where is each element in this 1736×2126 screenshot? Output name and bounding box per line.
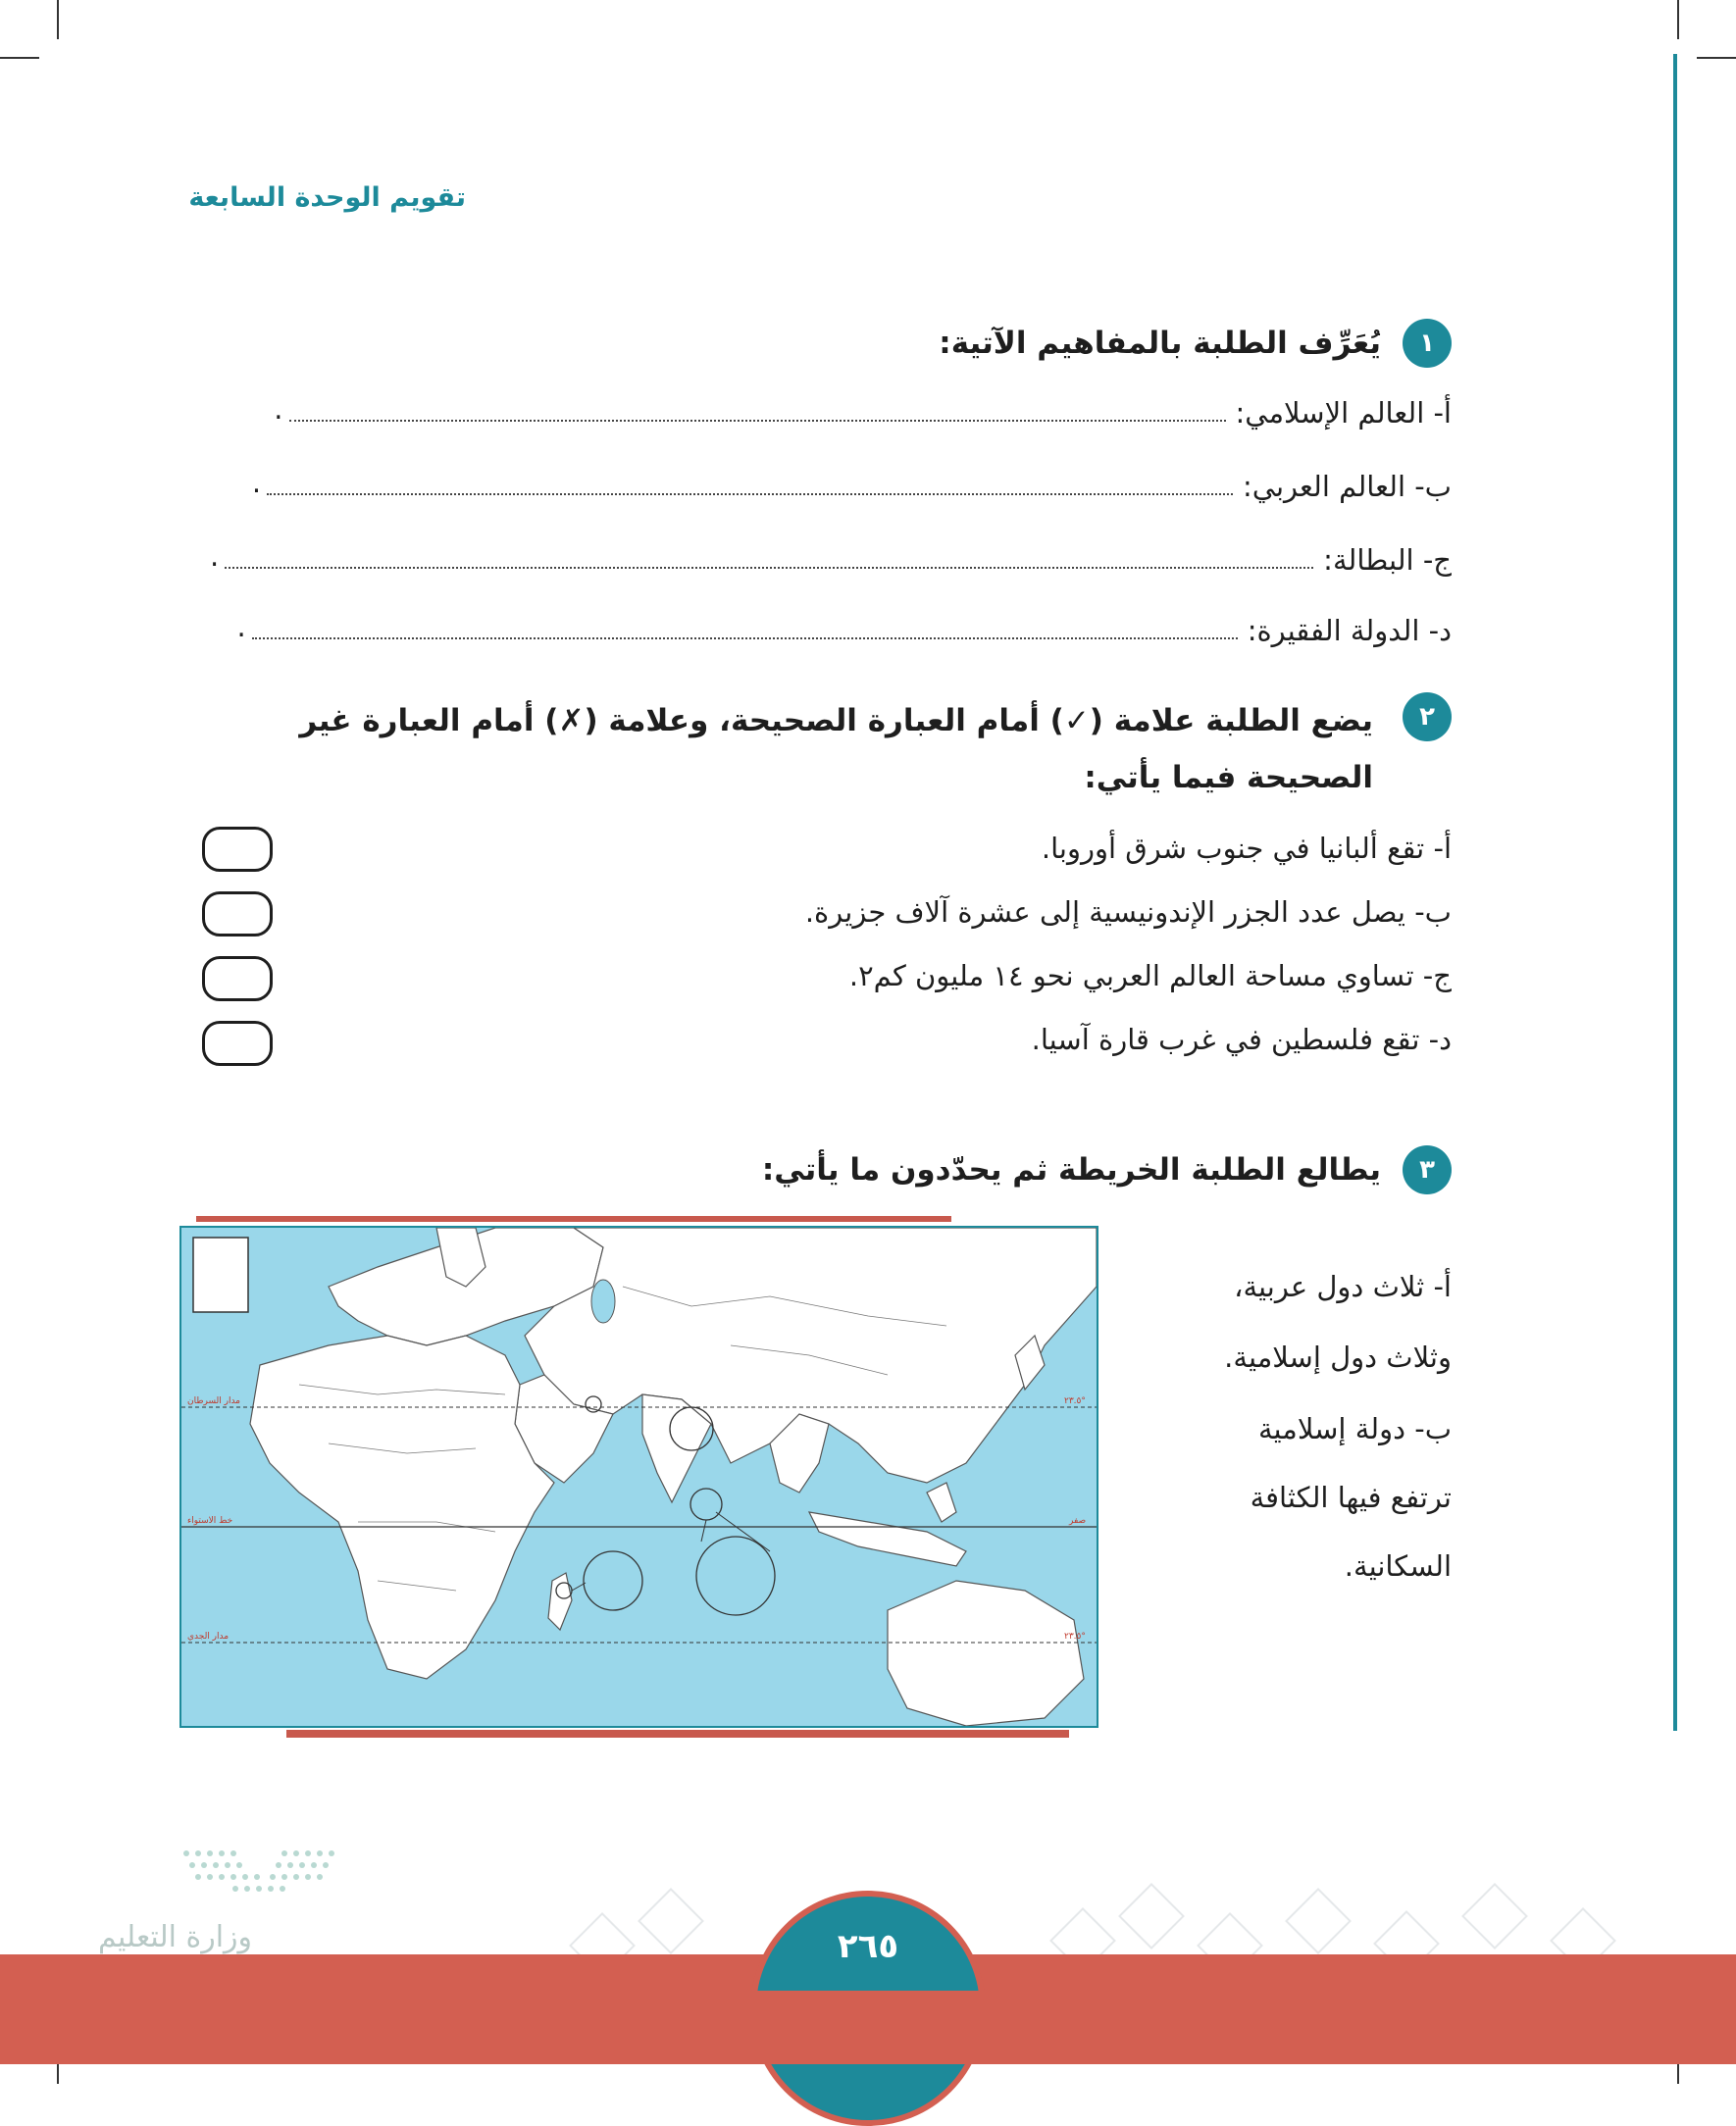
answer-blank[interactable] xyxy=(289,398,1226,422)
crop-mark xyxy=(1677,0,1679,39)
definition-line xyxy=(252,466,1452,503)
definition-line xyxy=(274,392,1452,430)
statement: ب- يصل عدد الجزر الإندونيسية إلى عشرة آلاف جزيرة. xyxy=(804,895,1452,929)
map-question-line: ب- دولة إسلامية xyxy=(1258,1412,1452,1445)
crop-mark xyxy=(0,57,39,59)
ornament xyxy=(1461,1883,1528,1949)
side-accent-bar xyxy=(1673,54,1677,1731)
question-number-badge: ٣ xyxy=(1403,1145,1452,1194)
ornament xyxy=(638,1888,704,1954)
question-number-badge: ٢ xyxy=(1403,692,1452,741)
definition-line xyxy=(237,610,1453,647)
footer-band-overlay xyxy=(0,1991,1736,2064)
map-bottom-accent xyxy=(286,1730,1069,1738)
map-svg xyxy=(181,1228,1097,1726)
map-question-line: وثلاث دول إسلامية. xyxy=(1224,1341,1452,1374)
ministry-name-arabic: وزارة التعليم xyxy=(98,1920,253,1954)
ornament xyxy=(1285,1888,1352,1954)
page-number: ٢٦٥ xyxy=(837,1927,899,1966)
latitude-label: صفر xyxy=(1069,1516,1087,1526)
definition-label: د- الدولة الفقيرة: xyxy=(1247,614,1452,647)
map-inset xyxy=(193,1238,248,1312)
sentence-end: . xyxy=(274,392,283,426)
answer-blank[interactable] xyxy=(225,545,1313,569)
definition-line xyxy=(210,539,1452,577)
question-number-badge: ١ xyxy=(1403,319,1452,368)
unit-title: تقويم الوحدة السابعة xyxy=(188,182,466,213)
statement: أ- تقع ألبانيا في جنوب شرق أوروبا. xyxy=(1041,832,1452,865)
answer-box[interactable] xyxy=(202,891,273,936)
latitude-label: ٢٣.٥° xyxy=(1064,1632,1086,1642)
latitude-label: مدار السرطان xyxy=(187,1396,241,1406)
answer-blank[interactable] xyxy=(252,616,1238,639)
definition-label: ج- البطالة: xyxy=(1323,543,1452,577)
caspian-sea xyxy=(591,1280,615,1323)
question-title: يُعَرِّف الطلبة بالمفاهيم الآتية: xyxy=(939,326,1381,361)
map-question-line: أ- ثلاث دول عربية، xyxy=(1234,1270,1452,1303)
ornament xyxy=(1118,1883,1185,1949)
crop-mark xyxy=(1697,57,1736,59)
sentence-end: . xyxy=(236,610,246,643)
answer-box[interactable] xyxy=(202,827,273,872)
sentence-end: . xyxy=(209,539,220,573)
definition-label: أ- العالم الإسلامي: xyxy=(1235,396,1452,430)
statement: د- تقع فلسطين في غرب قارة آسيا. xyxy=(1031,1023,1452,1056)
question-3-heading xyxy=(762,1145,1452,1194)
sentence-end: . xyxy=(251,466,262,499)
question-title: يطالع الطلبة الخريطة ثم يحدّدون ما يأتي: xyxy=(761,1152,1381,1188)
answer-box[interactable] xyxy=(202,956,273,1001)
answer-blank[interactable] xyxy=(267,472,1233,495)
crop-mark xyxy=(57,0,59,39)
map-question-line: السكانية. xyxy=(1344,1549,1452,1583)
question-title: يضع الطلبة علامة (✓) أمام العبارة الصحيحة، وعلامة (✗) أمام العبارة غير الصحيحة فيما يأتي: xyxy=(299,703,1373,795)
latitude-label: خط الاستواء xyxy=(187,1516,233,1526)
latitude-label: ٢٣.٥° xyxy=(1064,1396,1086,1406)
answer-box[interactable] xyxy=(202,1021,273,1066)
definition-label: ب- العالم العربي: xyxy=(1243,470,1452,503)
question-1-heading xyxy=(939,319,1452,368)
statement: ج- تساوي مساحة العالم العربي نحو ١٤ مليون كم٢. xyxy=(848,959,1452,992)
map-question-line: ترتفع فيها الكثافة xyxy=(1250,1481,1452,1514)
world-map xyxy=(179,1226,1098,1728)
latitude-label: مدار الجدي xyxy=(187,1632,230,1642)
map-top-accent xyxy=(196,1216,951,1222)
ministry-logo-dots xyxy=(177,1844,353,1902)
